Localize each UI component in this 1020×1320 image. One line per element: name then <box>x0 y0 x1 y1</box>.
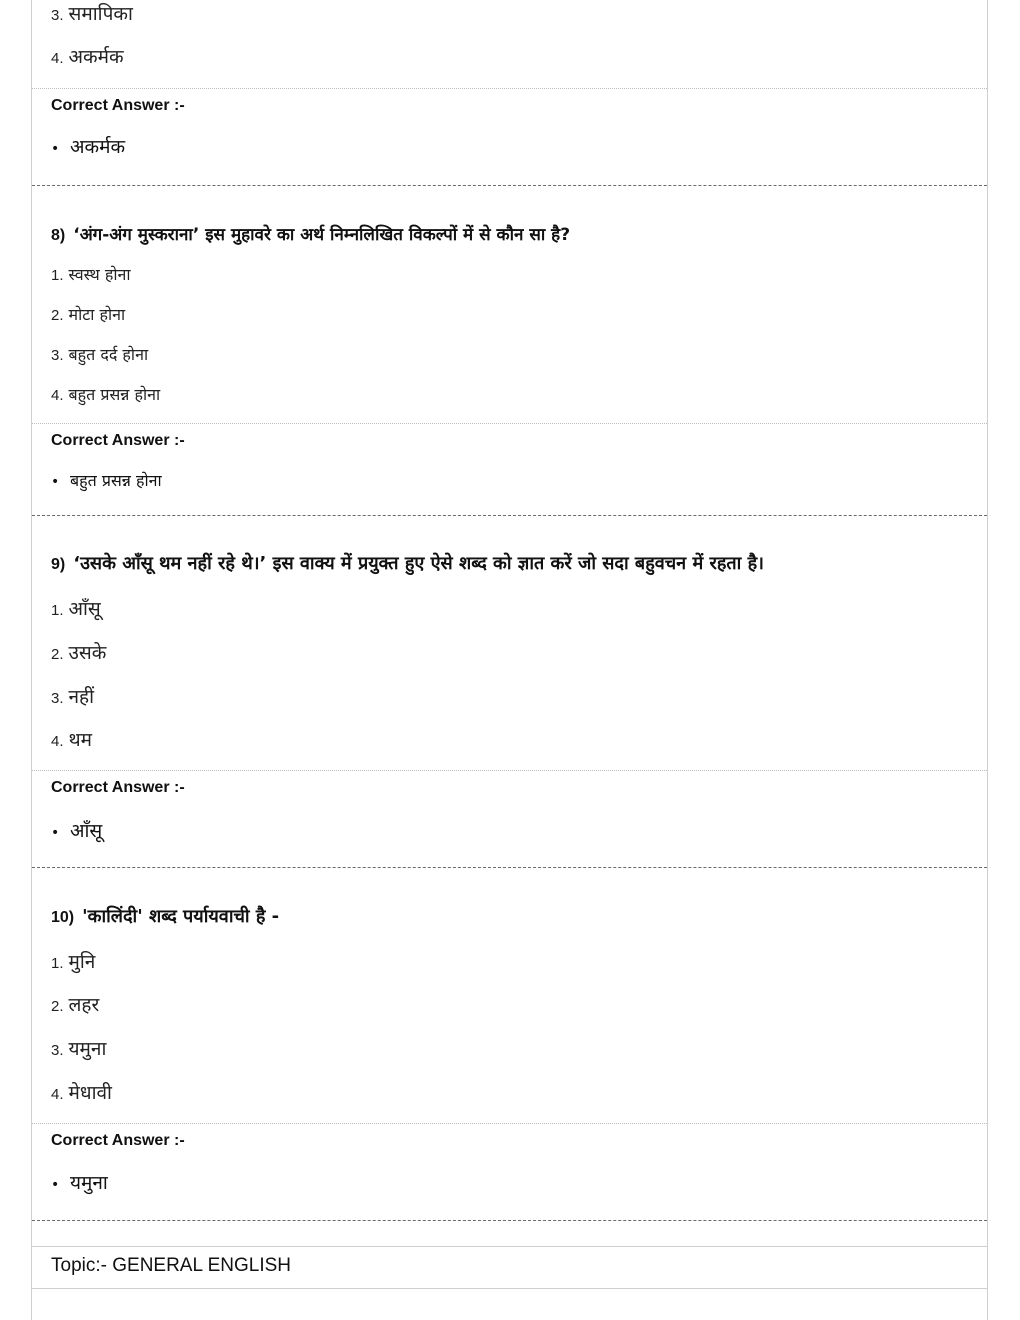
divider <box>32 88 987 89</box>
option-text: मुनि <box>68 951 96 973</box>
topic-bottom-border <box>32 1288 987 1289</box>
topic-top-border <box>32 1246 987 1247</box>
q10-question <box>51 904 279 928</box>
option-text: नहीं <box>68 686 95 708</box>
bullet-icon: • <box>51 141 60 157</box>
question-text: 'कालिंदी' शब्द पर्यायवाची है - <box>82 906 280 927</box>
question-number: 10) <box>51 909 75 926</box>
bullet-icon: • <box>51 474 60 490</box>
question-number: 8) <box>51 227 66 244</box>
option-text: मोटा होना <box>68 305 126 324</box>
option-number: 1. <box>51 267 64 284</box>
option-number: 4. <box>51 733 64 750</box>
topic-heading: Topic:- GENERAL ENGLISH <box>51 1255 292 1276</box>
option-number: 3. <box>51 1042 64 1059</box>
option-text: समापिका <box>68 3 133 25</box>
option-number: 2. <box>51 646 64 663</box>
q10-option-1 <box>51 948 95 974</box>
q10-option-4 <box>51 1079 112 1105</box>
q7-option-3 <box>51 0 133 26</box>
q8-option-1 <box>51 263 131 285</box>
option-number: 2. <box>51 307 64 324</box>
option-text: लहर <box>68 994 100 1016</box>
correct-answer-label: Correct Answer :- <box>51 1132 185 1149</box>
correct-answer-label: Correct Answer :- <box>51 432 185 449</box>
option-number: 3. <box>51 690 64 707</box>
q8-option-2 <box>51 303 125 325</box>
option-number: 4. <box>51 1086 64 1103</box>
q8-correct-answer <box>51 469 162 491</box>
q9-option-4 <box>51 726 92 752</box>
q7-correct-answer <box>51 133 125 159</box>
q8-option-3 <box>51 343 148 365</box>
option-text: थम <box>68 729 93 751</box>
option-text: आँसू <box>68 598 101 620</box>
q10-option-3 <box>51 1035 106 1061</box>
q8-option-4 <box>51 383 160 405</box>
answer-text: आँसू <box>70 820 103 842</box>
question-separator <box>32 1220 987 1221</box>
question-separator <box>32 515 987 516</box>
answer-text: बहुत प्रसन्न होना <box>70 471 162 490</box>
option-number: 1. <box>51 602 64 619</box>
question-text: ‘अंग-अंग मुस्कराना’ इस मुहावरे का अर्थ निम्नलिखित विकल्पों में से कौन सा है? <box>73 225 571 245</box>
option-number: 4. <box>51 387 64 404</box>
answer-text: यमुना <box>70 1172 108 1194</box>
divider <box>32 1123 987 1124</box>
option-text: मेधावी <box>68 1082 112 1104</box>
divider <box>32 770 987 771</box>
option-text: यमुना <box>68 1038 107 1060</box>
question-text: ‘उसके आँसू थम नहीं रहे थे।’ इस वाक्य में प्रयुक्त हुए ऐसे शब्द को ज्ञात करें जो सदा बहुवचन में रहता है। <box>73 553 764 574</box>
question-paper-page <box>31 0 988 1320</box>
q9-correct-answer <box>51 817 102 843</box>
question-separator <box>32 867 987 868</box>
option-text: उसके <box>68 642 107 664</box>
question-number: 9) <box>51 556 66 573</box>
answer-text: अकर्मक <box>70 136 126 158</box>
q8-question <box>51 222 570 245</box>
q9-question <box>51 551 764 575</box>
option-text: बहुत दर्द होना <box>68 345 149 364</box>
q9-option-1 <box>51 595 101 621</box>
option-number: 1. <box>51 955 64 972</box>
option-number: 3. <box>51 347 64 364</box>
q9-option-3 <box>51 683 94 709</box>
option-number: 3. <box>51 7 64 24</box>
question-separator <box>32 185 987 186</box>
q9-option-2 <box>51 639 106 665</box>
bullet-icon: • <box>51 825 60 841</box>
option-text: बहुत प्रसन्न होना <box>68 385 161 404</box>
q10-option-2 <box>51 991 99 1017</box>
option-text: स्वस्थ होना <box>68 265 131 284</box>
option-number: 4. <box>51 50 64 67</box>
option-text: अकर्मक <box>68 46 124 68</box>
correct-answer-label: Correct Answer :- <box>51 97 185 114</box>
bullet-icon: • <box>51 1177 60 1193</box>
correct-answer-label: Correct Answer :- <box>51 779 185 796</box>
divider <box>32 423 987 424</box>
option-number: 2. <box>51 998 64 1015</box>
q10-correct-answer <box>51 1169 108 1195</box>
q7-option-4 <box>51 43 124 69</box>
